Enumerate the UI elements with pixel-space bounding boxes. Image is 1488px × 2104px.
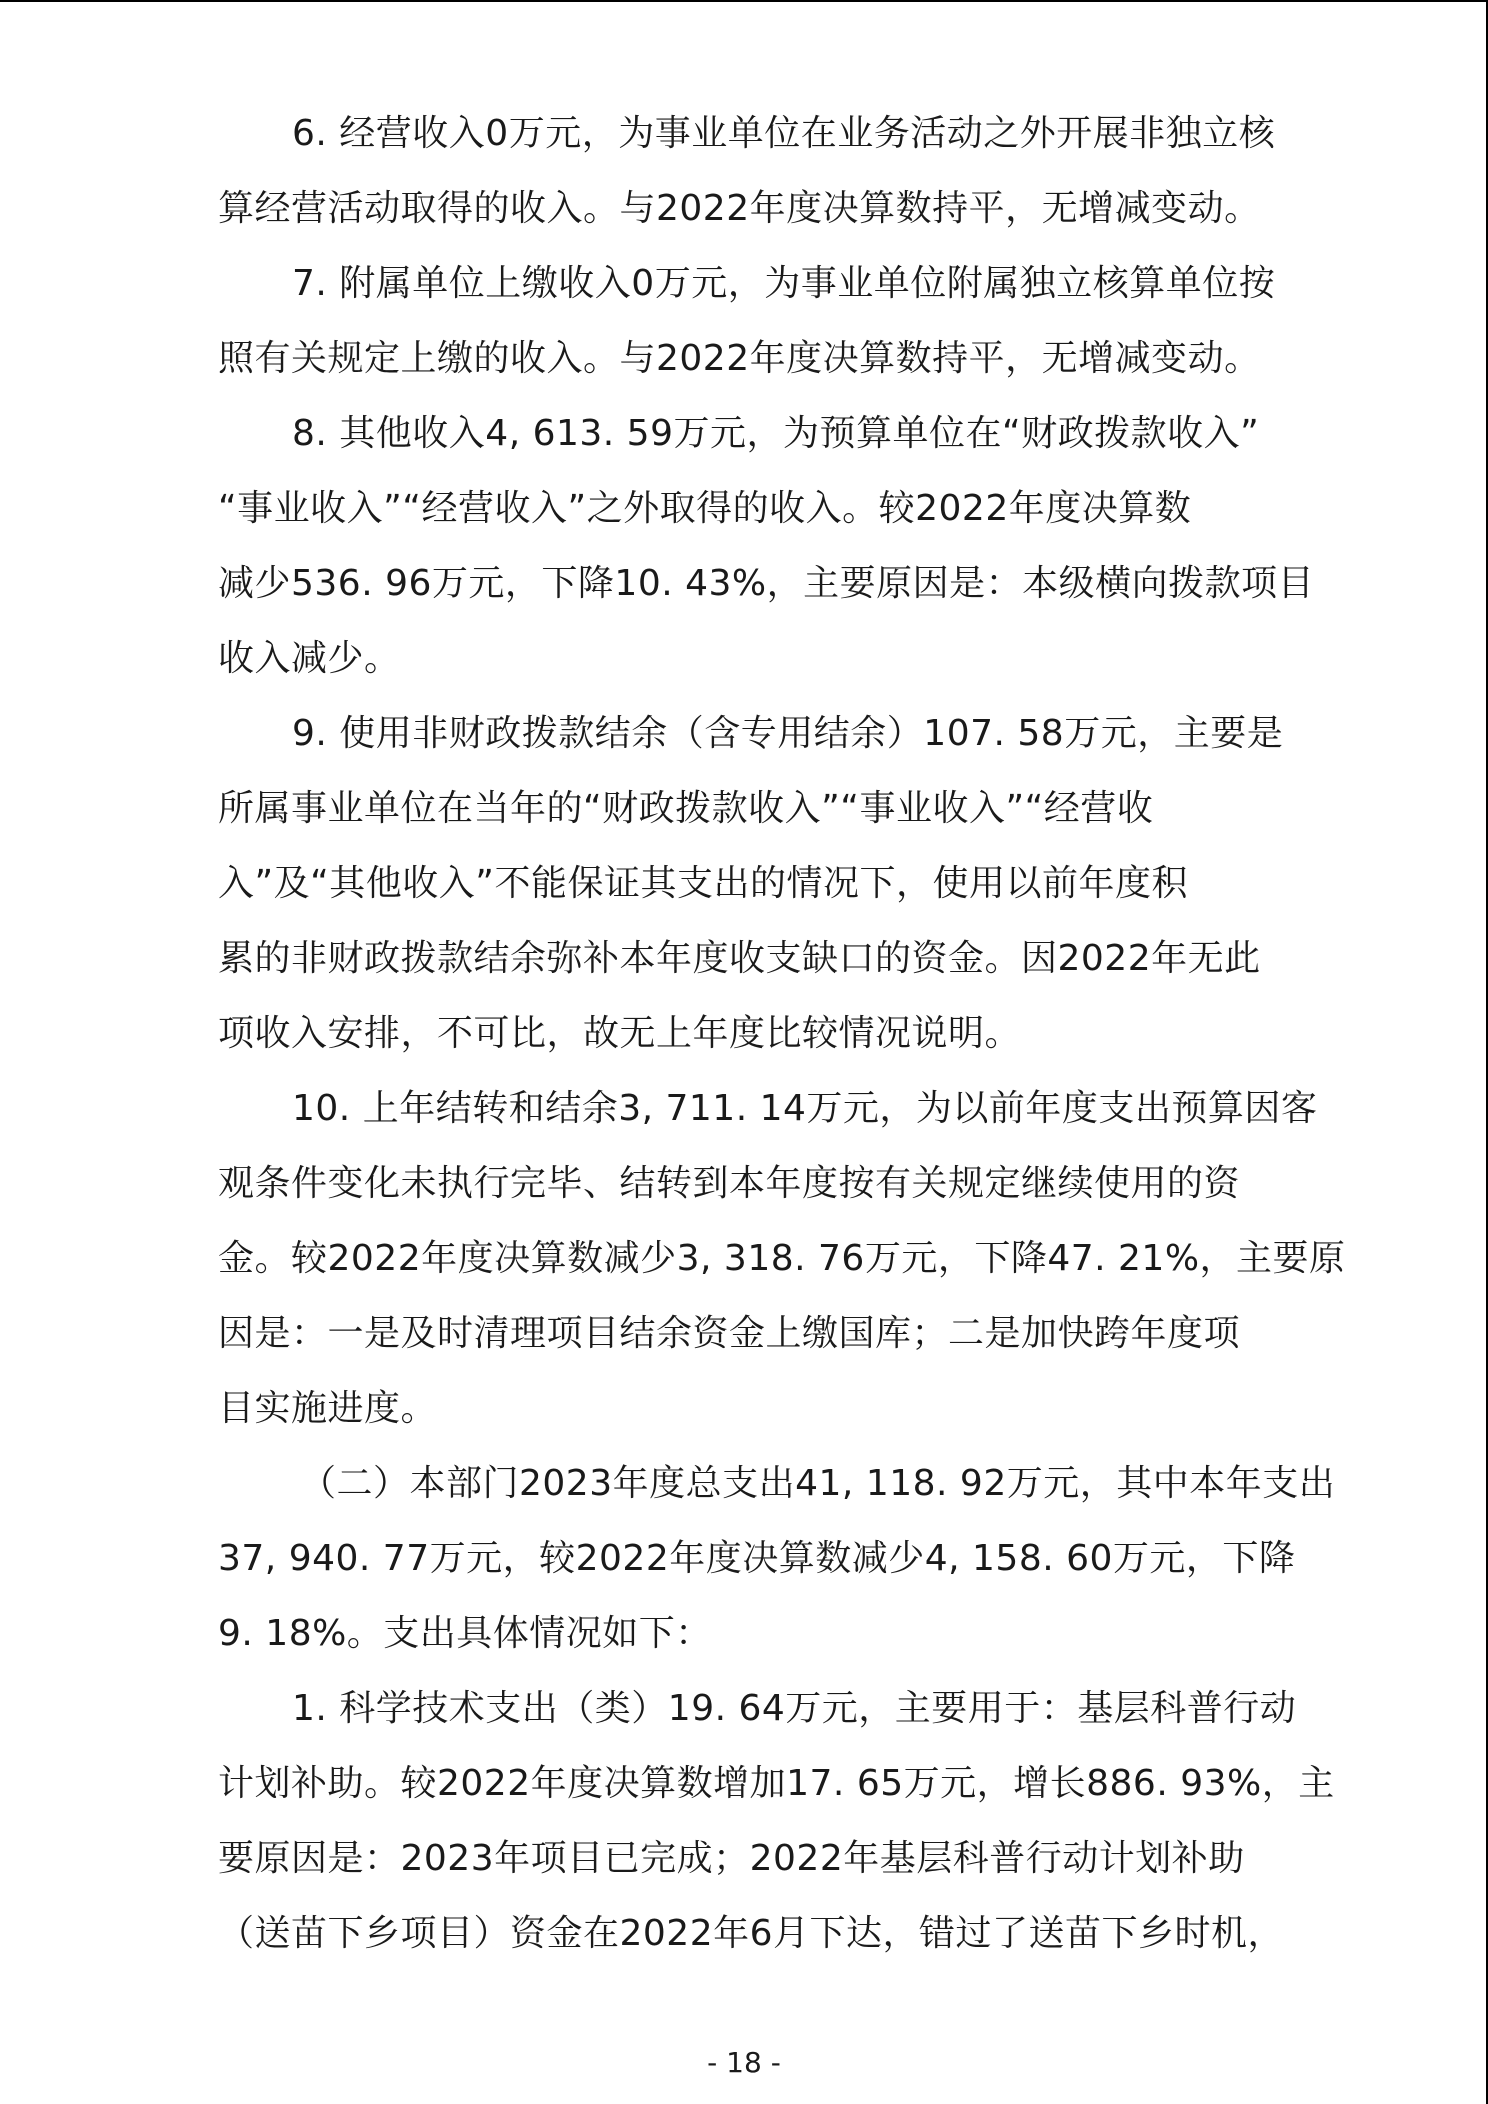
document-body [218,96,1346,1971]
paragraph-line: 1. 科学技术支出（类）19. 64万元，主要用于：基层科普行动 [292,1688,1297,1729]
paragraph-line: 观条件变化未执行完毕、结转到本年度按有关规定继续使用的资 [218,1163,1241,1204]
paragraph-line: 算经营活动取得的收入。与2022年度决算数持平，无增减变动。 [218,188,1261,229]
paragraph-line: 计划补助。较2022年度决算数增加17. 65万元，增长886. 93%，主 [218,1763,1335,1804]
paragraph-line: “事业收入”“经营收入”之外取得的收入。较2022年度决算数 [218,488,1192,529]
paragraph-line: 减少536. 96万元，下降10. 43%，主要原因是：本级横向拨款项目 [218,563,1315,604]
paragraph-line: 因是：一是及时清理项目结余资金上缴国库；二是加快跨年度项 [218,1313,1241,1354]
page-border-top [0,0,1488,2]
paragraph-line: 项收入安排，不可比，故无上年度比较情况说明。 [218,1013,1022,1054]
paragraph-line: 照有关规定上缴的收入。与2022年度决算数持平，无增减变动。 [218,338,1261,379]
paragraph-line: 10. 上年结转和结余3, 711. 14万元，为以前年度支出预算因客 [292,1088,1318,1129]
paragraph-line: 收入减少。 [218,638,401,679]
paragraph-line: 要原因是：2023年项目已完成；2022年基层科普行动计划补助 [218,1838,1245,1879]
paragraph-line: 目实施进度。 [218,1388,438,1429]
paragraph-line: （送苗下乡项目）资金在2022年6月下达，错过了送苗下乡时机， [218,1913,1285,1954]
paragraph-line: 8. 其他收入4, 613. 59万元，为预算单位在“财政拨款收入” [292,413,1260,454]
paragraph-line: 金。较2022年度决算数减少3, 318. 76万元，下降47. 21%，主要原 [218,1238,1346,1279]
paragraph-line: 9. 使用非财政拨款结余（含专用结余）107. 58万元，主要是 [292,713,1284,754]
section-heading-line: （二）本部门2023年度总支出41, 118. 92万元，其中本年支出 [300,1463,1336,1504]
paragraph-line: 37, 940. 77万元，较2022年度决算数减少4, 158. 60万元，下降 [218,1538,1296,1579]
paragraph-line: 7. 附属单位上缴收入0万元，为事业单位附属独立核算单位按 [292,263,1276,304]
paragraph-line: 入”及“其他收入”不能保证其支出的情况下，使用以前年度积 [218,863,1188,904]
paragraph-line: 6. 经营收入0万元，为事业单位在业务活动之外开展非独立核 [292,113,1276,154]
page-number: - 18 - [707,2046,781,2079]
paragraph-line: 累的非财政拨款结余弥补本年度收支缺口的资金。因2022年无此 [218,938,1261,979]
paragraph-line: 所属事业单位在当年的“财政拨款收入”“事业收入”“经营收 [218,788,1154,829]
paragraph-line: 9. 18%。支出具体情况如下： [218,1613,712,1654]
